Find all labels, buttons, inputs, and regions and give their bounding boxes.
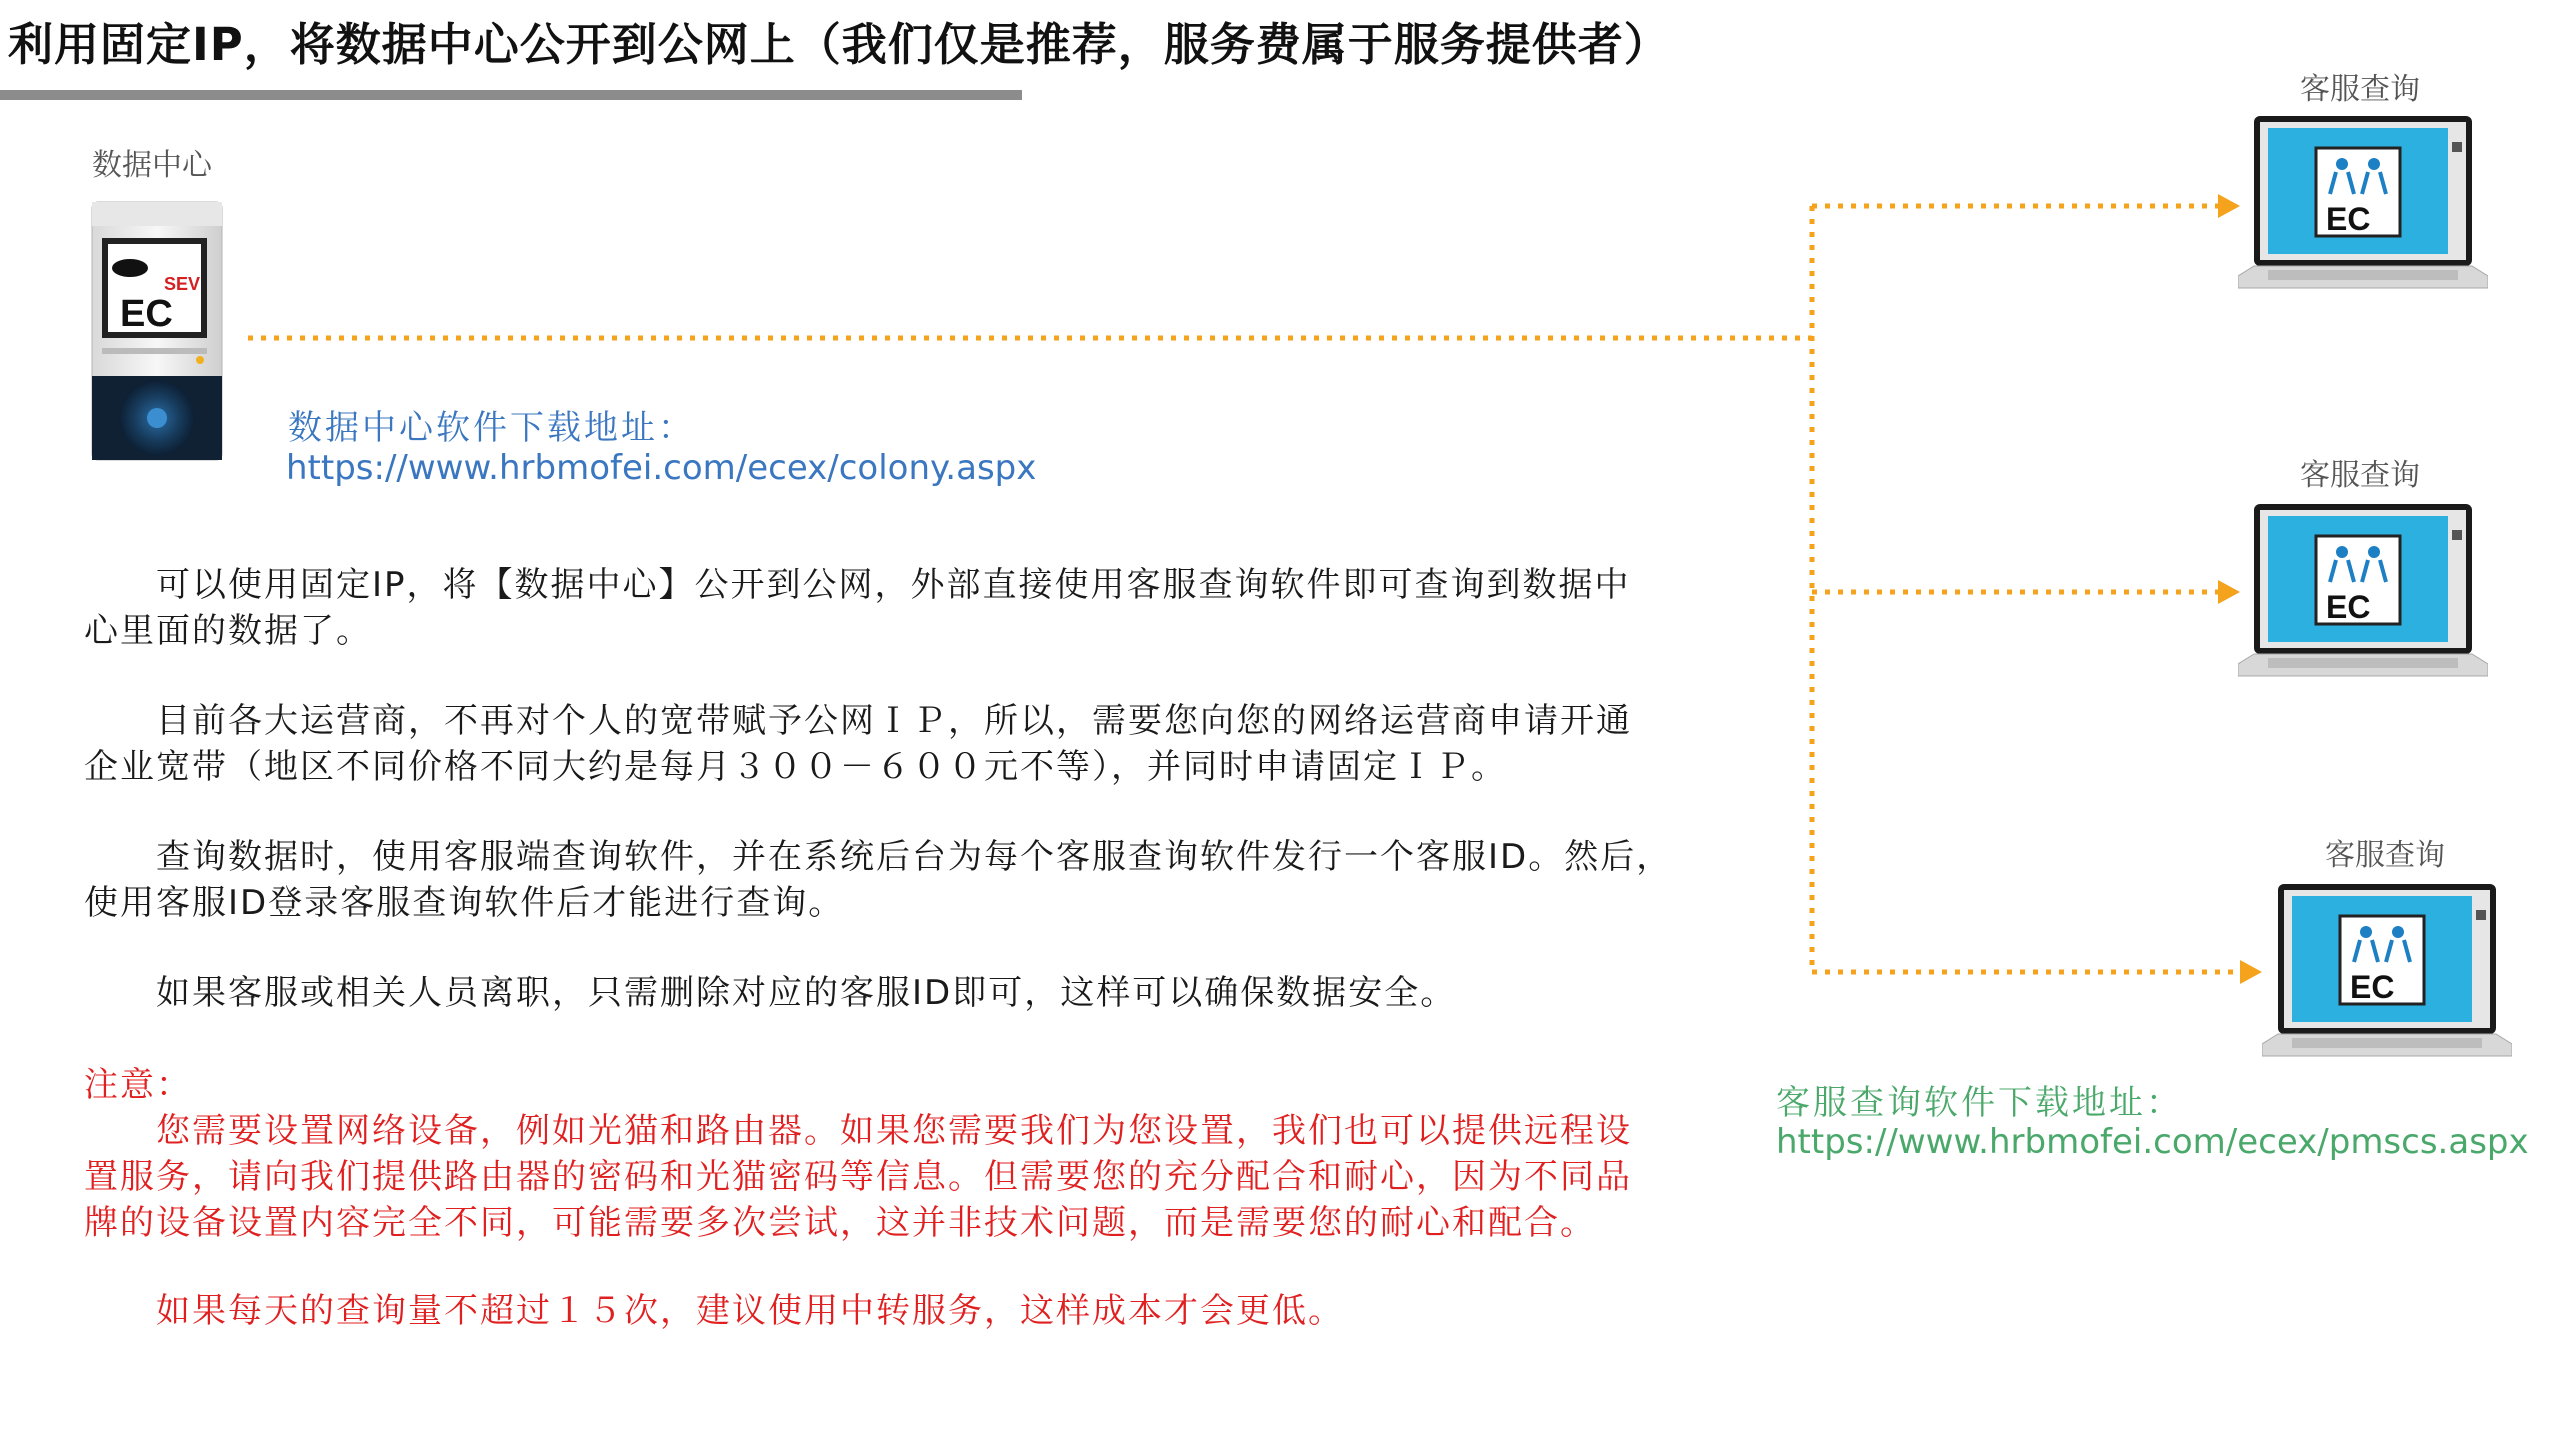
client-download-title: 客服查询软件下载地址： [1776, 1083, 2183, 1123]
datacenter-label: 数据中心 [92, 148, 212, 183]
arrow-head-icon [2218, 580, 2240, 604]
client-label-3: 客服查询 [2325, 838, 2445, 873]
note-label: 注意： [84, 1065, 192, 1105]
paragraph-client-id: 查询数据时，使用客服端查询软件，并在系统后台为每个客服查询软件发行一个客服ID。然后， 使用客服ID登录客服查询软件后才能进行查询。 [84, 837, 1673, 923]
client-label-1: 客服查询 [2300, 72, 2420, 107]
laptop-icon-3 [2262, 880, 2512, 1070]
paragraph-public-ip: 可以使用固定IP，将【数据中心】公开到公网，外部直接使用客服查询软件即可查询到数据中 心里面的数据了。 [84, 565, 1631, 651]
arrow-head-icon [2218, 194, 2240, 218]
svg-text:EC: EC [2350, 969, 2395, 1005]
note-text: 您需要设置网络设备，例如光猫和路由器。如果您需要我们为您设置，我们也可以提供远程设 置服务，请向我们提供路由器的密码和光猫密码等信息。但需要您的充分配合和耐心，因为不同品 牌的设备设置内容完全不同，可能需要多次尝试，这并非技术问题，而是需要您的耐心和配合。 [84, 1111, 1632, 1243]
datacenter-download-url[interactable]: https://www.hrbmofei.com/ecex/colony.aspx [286, 448, 1037, 488]
server-logo-sub: SEV [164, 274, 201, 294]
svg-text:EC: EC [2326, 201, 2371, 237]
note-tip: 如果每天的查询量不超过１５次，建议使用中转服务，这样成本才会更低。 [84, 1291, 1344, 1331]
arrow-head-icon [2240, 960, 2262, 984]
laptop-icon-2 [2238, 500, 2488, 690]
client-label-2: 客服查询 [2300, 458, 2420, 493]
paragraph-security: 如果客服或相关人员离职，只需删除对应的客服ID即可，这样可以确保数据安全。 [84, 973, 1457, 1013]
paragraph-broadband: 目前各大运营商，不再对个人的宽带赋予公网ＩＰ，所以，需要您向您的网络运营商申请开通 企业宽带（地区不同价格不同大约是每月３００－６００元不等），并同时申请固定ＩＰ。 [84, 701, 1632, 787]
svg-text:EC: EC [2326, 589, 2371, 625]
server-tower-icon [82, 198, 242, 470]
client-download-url[interactable]: https://www.hrbmofei.com/ecex/pmscs.aspx [1776, 1122, 2529, 1162]
page-title: 利用固定IP，将数据中心公开到公网上（我们仅是推荐，服务费属于服务提供者） [8, 18, 1670, 71]
server-logo-text: EC [120, 293, 173, 335]
datacenter-download-title: 数据中心软件下载地址： [288, 408, 695, 448]
title-underline [0, 90, 1022, 100]
laptop-icon-1 [2238, 112, 2488, 302]
